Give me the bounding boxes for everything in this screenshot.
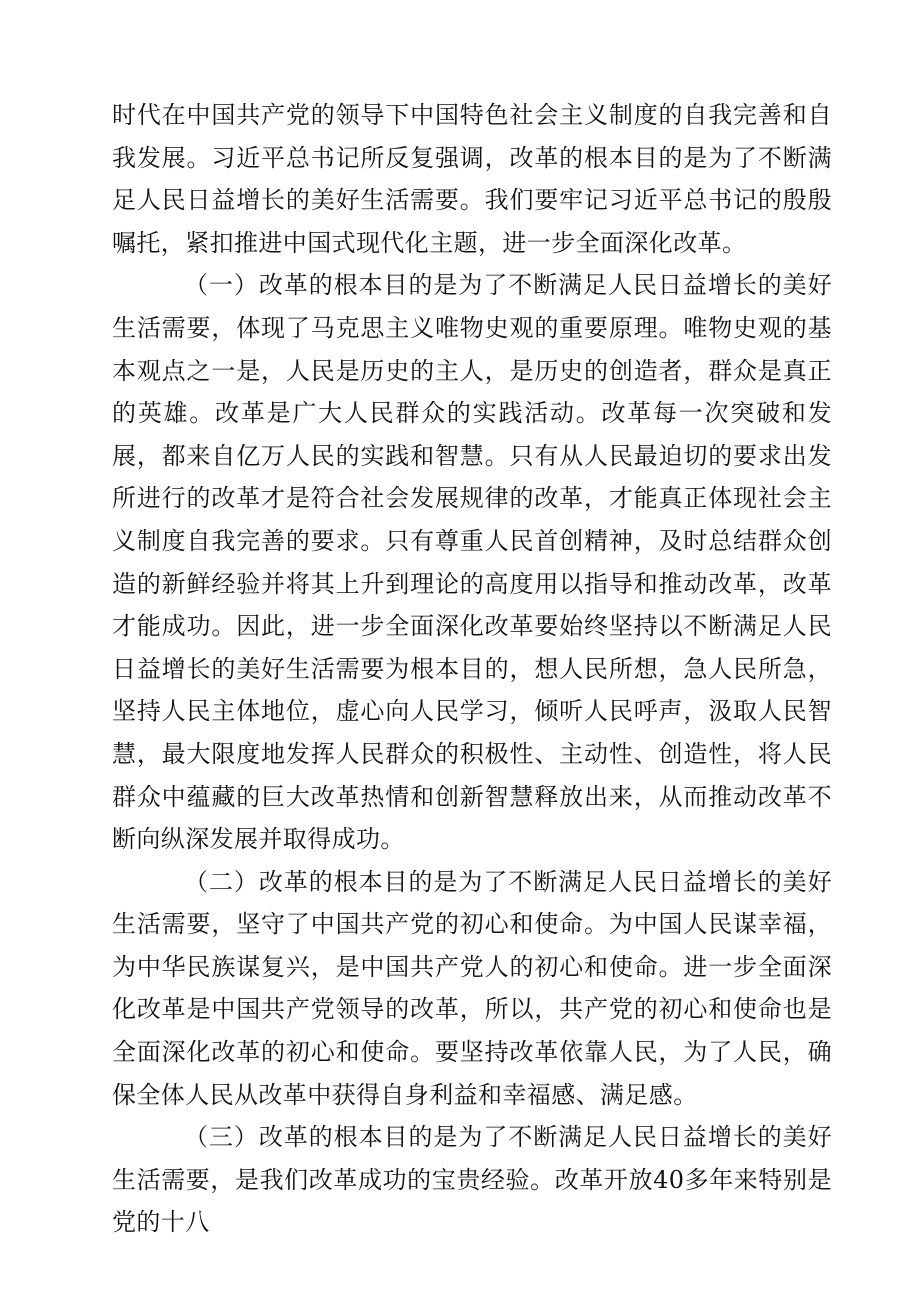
paragraph-section-1: （一）改革的根本目的是为了不断满足人民日益增长的美好生活需要，体现了马克思主义唯物史观的重要原理。唯物史观的基本观点之一是，人民是历史的主人，是历史的创造者，群众是真正的英雄。改革是广大人民群众的实践活动。改革每一次突破和发展，都来自亿万人民的实践和智慧。只有从人民最迫切的要求出发所进行的改革才是符合社会发展规律的改革，才能真正体现社会主义制度自我完善的要求。只有尊重人民首创精神，及时总结群众创造的新鲜经验并将其上升到理论的高度用以指导和推动改革，改革才能成功。因此，进一步全面深化改革要始终坚持以不断满足人民日益增长的美好生活需要为根本目的，想人民所想，急人民所急，坚持人民主体地位，虚心向人民学习，倾听人民呼声，汲取人民智慧，最大限度地发挥人民群众的积极性、主动性、创造性，将人民群众中蕴藏的巨大改革热情和创新智慧释放出来，从而推动改革不断向纵深发展并取得成功。: [112, 271, 832, 854]
paragraph-section-2: （二）改革的根本目的是为了不断满足人民日益增长的美好生活需要，坚守了中国共产党的初心和使命。为中国人民谋幸福，为中华民族谋复兴，是中国共产党人的初心和使命。进一步全面深化改革是中国共产党领导的改革，所以，共产党的初心和使命也是全面深化改革的初心和使命。要坚持改革依靠人民，为了人民，确保全体人民从改革中获得自身利益和幸福感、满足感。: [112, 867, 832, 1109]
document-body: [112, 94, 832, 1244]
paragraph-section-3: （三）改革的根本目的是为了不断满足人民日益增长的美好生活需要，是我们改革成功的宝贵经验。改革开放40多年来特别是党的十八: [112, 1123, 832, 1237]
paragraph-continued: 时代在中国共产党的领导下中国特色社会主义制度的自我完善和自我发展。习近平总书记所反复强调，改革的根本目的是为了不断满足人民日益增长的美好生活需要。我们要牢记习近平总书记的殷殷嘱托，紧扣推进中国式现代化主题，进一步全面深化改革。: [112, 101, 832, 257]
